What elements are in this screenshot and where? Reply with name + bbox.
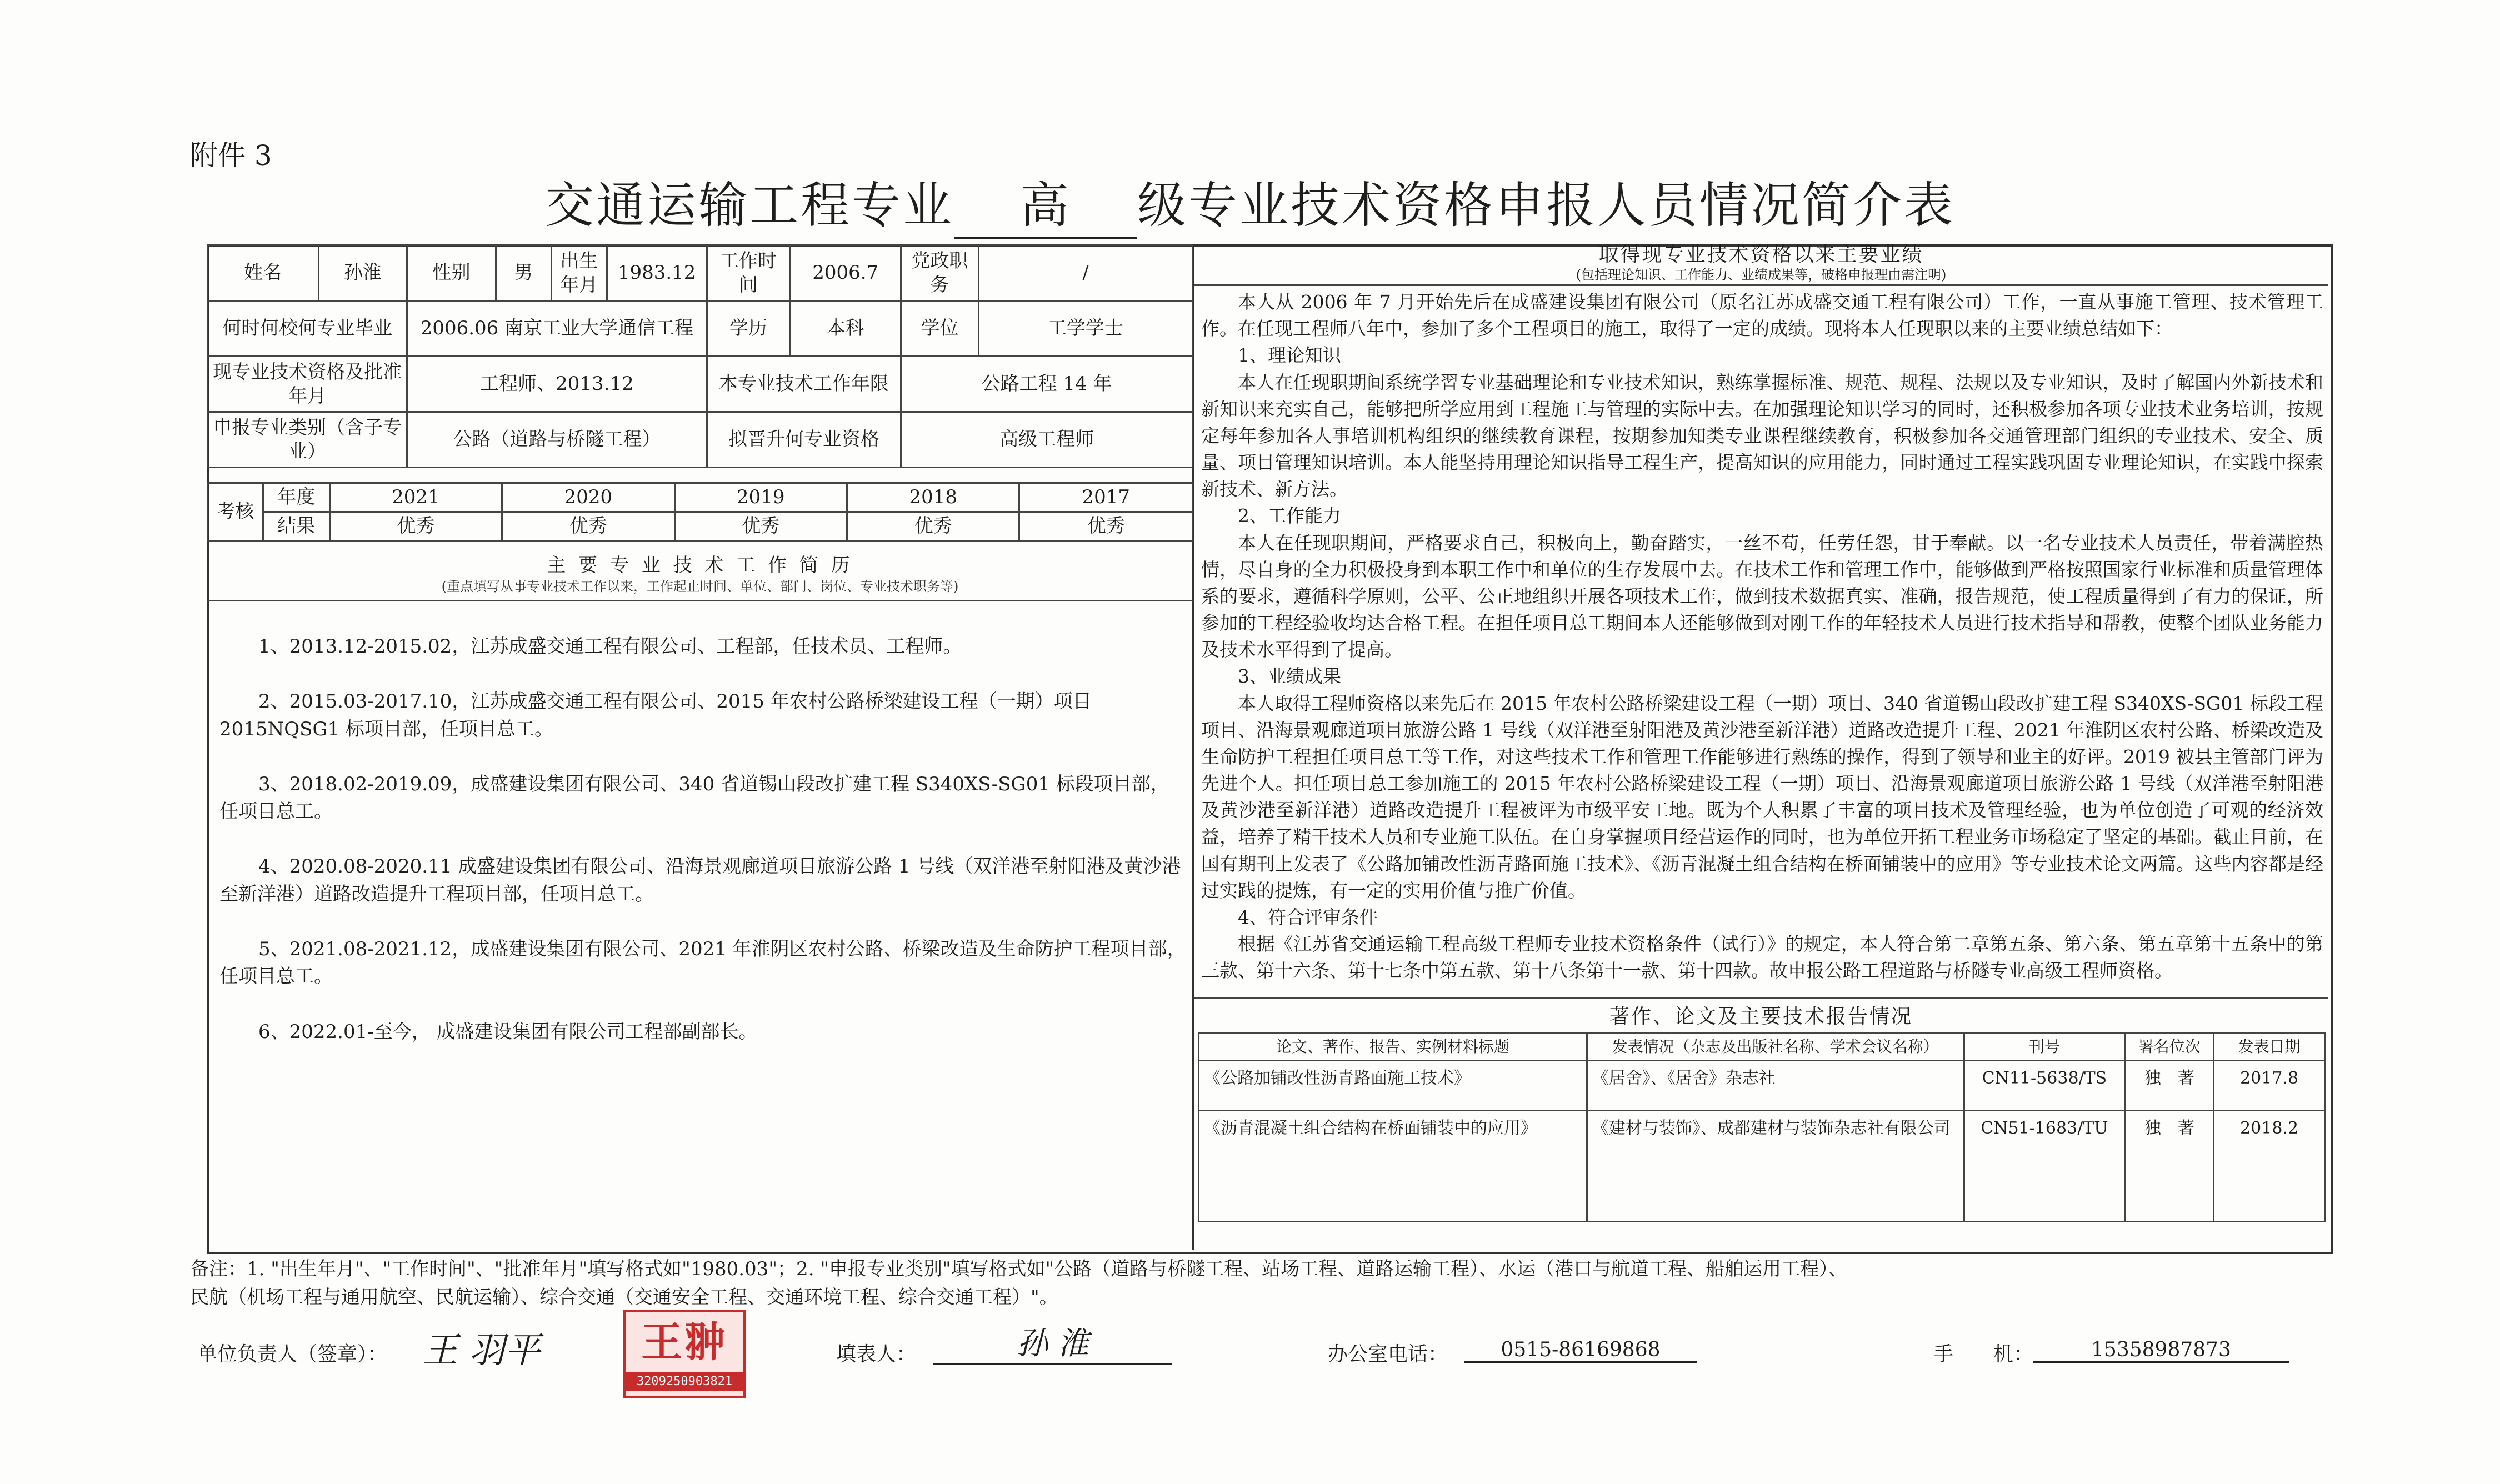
pub-header-issn: 刊号 bbox=[1964, 1033, 2125, 1061]
work-years-label: 本专业技术工作年限 bbox=[707, 357, 901, 412]
pub-header-venue: 发表情况（杂志及出版社名称、学术会议名称） bbox=[1587, 1033, 1964, 1061]
edu-value: 本科 bbox=[790, 301, 901, 357]
achievements-text bbox=[1201, 289, 2323, 984]
assess-result: 优秀 bbox=[847, 512, 1019, 541]
resume-item: 5、2021.08-2021.12，成盛建设集团有限公司、2021 年淮阴区农村公路、桥梁改造及生命防护工程项目部，任项目总工。 bbox=[219, 938, 1186, 988]
title-prefix: 交通运输工程专业 bbox=[544, 177, 954, 234]
resume-heading: 主 要 专 业 技 术 工 作 简 历 bbox=[547, 554, 853, 576]
name-label: 姓名 bbox=[208, 245, 319, 301]
sex-value: 男 bbox=[496, 245, 551, 301]
assess-result: 优秀 bbox=[502, 512, 674, 541]
birth-value: 1983.12 bbox=[607, 245, 707, 301]
achievements-subnote: (包括理论知识、工作能力、业绩成果等，破格申报理由需注明) bbox=[1576, 267, 1947, 283]
remarks-line: 民航（机场工程与通用航空、民航运输）、综合交通（交通安全工程、交通环境工程、综合交通工程）"。 bbox=[190, 1286, 1058, 1308]
publications-heading: 著作、论文及主要技术报告情况 bbox=[1609, 1005, 1913, 1028]
resume-item: 4、2020.08-2020.11 成盛建设集团有限公司、沿海景观廊道项目旅游公路 1 号线（双洋港至射阳港及黄沙港至新洋港）道路改造提升工程项目部，任项目总工。 bbox=[219, 855, 1181, 905]
section-title: 3、业绩成果 bbox=[1238, 665, 1341, 688]
target-qualification-value: 高级工程师 bbox=[901, 412, 1193, 468]
party-label: 党政职务 bbox=[901, 245, 979, 301]
pub-issn: CN11-5638/TS bbox=[1964, 1061, 2125, 1111]
school-label: 何时何校何专业毕业 bbox=[208, 301, 407, 357]
filler-label: 填表人： bbox=[836, 1343, 917, 1366]
assess-group-label: 考核 bbox=[208, 483, 263, 541]
resume-item: 6、2022.01-至今， 成盛建设集团有限公司工程部副部长。 bbox=[258, 1020, 758, 1043]
section-title: 4、符合评审条件 bbox=[1238, 906, 1378, 928]
assess-year: 2018 bbox=[847, 483, 1019, 512]
pub-header-title: 论文、著作、报告、实例材料标题 bbox=[1199, 1033, 1587, 1061]
resume-item: 1、2013.12-2015.02，江苏成盛交通工程有限公司、工程部，任技术员、工程师。 bbox=[258, 635, 962, 658]
degree-value: 工学学士 bbox=[978, 301, 1192, 357]
pub-title: 《公路加铺改性沥青路面施工技术》 bbox=[1199, 1061, 1587, 1111]
name-value: 孙淮 bbox=[318, 245, 407, 301]
pub-venue: 《建材与装饰》、成都建材与装饰杂志社有限公司 bbox=[1587, 1111, 1964, 1222]
publications-divider bbox=[1194, 997, 2328, 999]
leader-signature: 王 羽平 bbox=[422, 1330, 541, 1371]
degree-label: 学位 bbox=[901, 301, 979, 357]
resume-divider bbox=[207, 600, 1193, 601]
pub-header-date: 发表日期 bbox=[2214, 1033, 2325, 1061]
pub-rank: 独 著 bbox=[2125, 1111, 2214, 1222]
assess-year: 2019 bbox=[674, 483, 847, 512]
page-title bbox=[0, 167, 2500, 239]
seal-number: 3209250903821 bbox=[626, 1372, 743, 1391]
mobile-value: 15358987873 bbox=[2033, 1338, 2289, 1363]
achievements-divider bbox=[1194, 284, 2328, 286]
party-value: / bbox=[978, 245, 1192, 301]
section-title: 2、工作能力 bbox=[1238, 505, 1341, 527]
seal-text: 王翀 bbox=[641, 1318, 728, 1366]
remarks bbox=[190, 1255, 2357, 1312]
work-time-label: 工作时间 bbox=[707, 245, 790, 301]
office-phone-label: 办公室电话： bbox=[1328, 1343, 1448, 1366]
section-body: 根据《江苏省交通运输工程高级工程师专业技术资格条件（试行）》的规定，本人符合第二章第五条、第六条、第五章第十五条中的第三款、第十六条、第十七条中第五款、第十八条第十一款、第十四款。故申报公路工程道路与桥隧专业高级工程师资格。 bbox=[1201, 933, 2323, 982]
assess-result: 优秀 bbox=[674, 512, 847, 541]
assess-year: 2021 bbox=[329, 483, 502, 512]
table-row bbox=[1199, 1111, 2325, 1222]
target-qualification-label: 拟晋升何专业资格 bbox=[707, 412, 901, 468]
title-grade: 高 bbox=[954, 167, 1137, 239]
apply-category-label: 申报专业类别（含子专业） bbox=[208, 412, 407, 468]
achievements-intro: 本人从 2006 年 7 月开始先后在成盛建设集团有限公司（原名江苏成盛交通工程有限公司）工作，一直从事施工管理、技术管理工作。在任现工程师八年中，参加了多个工程项目的施工，取得了一定的成绩。现将本人任现职以来的主要业绩总结如下： bbox=[1201, 291, 2323, 340]
resume-item: 2、2015.03-2017.10，江苏成盛交通工程有限公司、2015 年农村公路桥梁建设工程（一期）项目 2015NQSG1 标项目部，任项目总工。 bbox=[219, 690, 1092, 740]
publications-table bbox=[1198, 1032, 2326, 1222]
section-body: 本人在任现职期间，严格要求自己，积极向上，勤奋踏实，一丝不苟，任劳任怨，甘于奉献。以一名专业技术人员责任，带着满腔热情，尽自身的全力积极投身到本职工作中和单位的生存发展中去。在技术工作和管理工作中，能够做到严格按照国家行业标准和质量管理体系的要求，遵循科学原则，公平、公正地组织开展各项技术工作，做到技术数据真实、准确，报告规范，使工程质量得到了有力的保证，所参加的工程经验收均达合格工程。在担任项目总工期间本人还能够做到对刚工作的年轻技术人员进行技术指导和帮教，使整个团队业务能力及技术水平得到了提高。 bbox=[1201, 532, 2323, 661]
assess-result-label: 结果 bbox=[263, 512, 329, 541]
annex-label: 附件 3 bbox=[190, 139, 272, 172]
birth-label: 出生年月 bbox=[551, 245, 607, 301]
office-phone-value: 0515-86169868 bbox=[1464, 1338, 1697, 1363]
assess-result: 优秀 bbox=[329, 512, 502, 541]
section-title: 1、理论知识 bbox=[1238, 344, 1341, 367]
resume-item: 3、2018.02-2019.09，成盛建设集团有限公司、340 省道锡山段改扩建工程 S340XS-SG01 标段项目部，任项目总工。 bbox=[219, 773, 1169, 823]
table-row bbox=[1199, 1061, 2325, 1111]
section-body: 本人在任现职期间系统学習专业基础理论和专业技术知识，熟练掌握标准、规范、规程、法规以及专业知识，及时了解国内外新技术和新知识来充实自己，能够把所学应用到工程施工与管理的实际中去。在加强理论知识学习的同时，还积极参加各项专业技术业务培训，按规定每年参加各人事培训机构组织的继续教育课程，按期参加知类专业课程继续教育，积极参加各交通管理部门组织的专业技术、安全、质量、项目管理知识培训。本人能坚持用理论知识指导工程生产，提高知识的应用能力，同时通过工程实践巩固专业理论知识，在实践中探索新技术、新方法。 bbox=[1201, 371, 2323, 500]
work-time-value: 2006.7 bbox=[790, 245, 901, 301]
assess-year-label: 年度 bbox=[263, 483, 329, 512]
edu-label: 学历 bbox=[707, 301, 790, 357]
resume-subnote: (重点填写从事专业技术工作以来，工作起止时间、单位、部门、岗位、专业技术职务等) bbox=[441, 579, 959, 594]
pub-title: 《沥青混凝土组合结构在桥面铺装中的应用》 bbox=[1199, 1111, 1587, 1222]
apply-category-value: 公路（道路与桥隧工程） bbox=[407, 412, 707, 468]
school-value: 2006.06 南京工业大学通信工程 bbox=[407, 301, 707, 357]
mobile-label: 手 机： bbox=[1933, 1343, 2034, 1366]
assessment-table bbox=[207, 482, 1193, 542]
work-years-value: 公路工程 14 年 bbox=[901, 357, 1193, 412]
assess-result: 优秀 bbox=[1019, 512, 1193, 541]
title-suffix: 级专业技术资格申报人员情况简介表 bbox=[1137, 177, 1956, 234]
sex-label: 性别 bbox=[407, 245, 496, 301]
pub-rank: 独 著 bbox=[2125, 1061, 2214, 1111]
official-seal bbox=[623, 1310, 746, 1398]
current-qualification-value: 工程师、2013.12 bbox=[407, 357, 707, 412]
achievements-heading: 取得现专业技术资格以来主要业绩 bbox=[1598, 243, 1924, 266]
remarks-line: 备注：1. "出生年月"、"工作时间"、"批准年月"填写格式如"1980.03"；2. "申报专业类别"填写格式如"公路（道路与桥隧工程、站场工程、道路运输工程）、水运（港口与航道工程、船舶运用工程）、 bbox=[190, 1258, 1848, 1280]
pub-date: 2017.8 bbox=[2214, 1061, 2325, 1111]
pub-venue: 《居舍》、《居舍》杂志社 bbox=[1587, 1061, 1964, 1111]
pub-issn: CN51-1683/TU bbox=[1964, 1111, 2125, 1222]
filler-signature: 孙 淮 bbox=[933, 1319, 1172, 1365]
pub-header-rank: 署名位次 bbox=[2125, 1033, 2214, 1061]
assess-year: 2017 bbox=[1019, 483, 1193, 512]
section-body: 本人取得工程师资格以来先后在 2015 年农村公路桥梁建设工程（一期）项目、340 省道锡山段改扩建工程 S340XS-SG01 标段工程项目、沿海景观廊道项目旅游公路 1 号线（双洋港至射阳港及黄沙港至新洋港）道路改造提升工程、2021 年淮阴区农村公路、桥梁改造及生命防护工程担任项目总工等工作，对这些技术工作和管理工作能够进行熟练的操作，得到了领导和业主的好评。2019 被县主管部门评为先进个人。担任项目总工参加施工的 2015 年农村公路桥梁建设工程（一期）项目、沿海景观廊道项目旅游公路 1 号线（双洋港至射阳港及黄沙港至新洋港）道路改造提升工程被评为市级平安工地。既为个人积累了丰富的项目技术及管理经验，也为单位创造了可观的经济效益，培养了精干技术人员和专业施工队伍。在自身掌握项目经营运作的同时，也为单位开拓工程业务市场稳定了坚定的基础。截止目前，在国有期刊上发表了《公路加铺改性沥青路面施工技术》、《沥青混凝土组合结构在桥面铺装中的应用》等专业技术论文两篇。这些内容都是经过实践的提炼，有一定的实用价值与推广价值。 bbox=[1201, 692, 2323, 901]
resume-list bbox=[219, 633, 1186, 1074]
current-qualification-label: 现专业技术资格及批准年月 bbox=[208, 357, 407, 412]
basic-info-table bbox=[207, 244, 1193, 468]
assess-year: 2020 bbox=[502, 483, 674, 512]
pub-date: 2018.2 bbox=[2214, 1111, 2325, 1222]
leader-sign-label: 单位负责人（签章）： bbox=[197, 1343, 388, 1366]
